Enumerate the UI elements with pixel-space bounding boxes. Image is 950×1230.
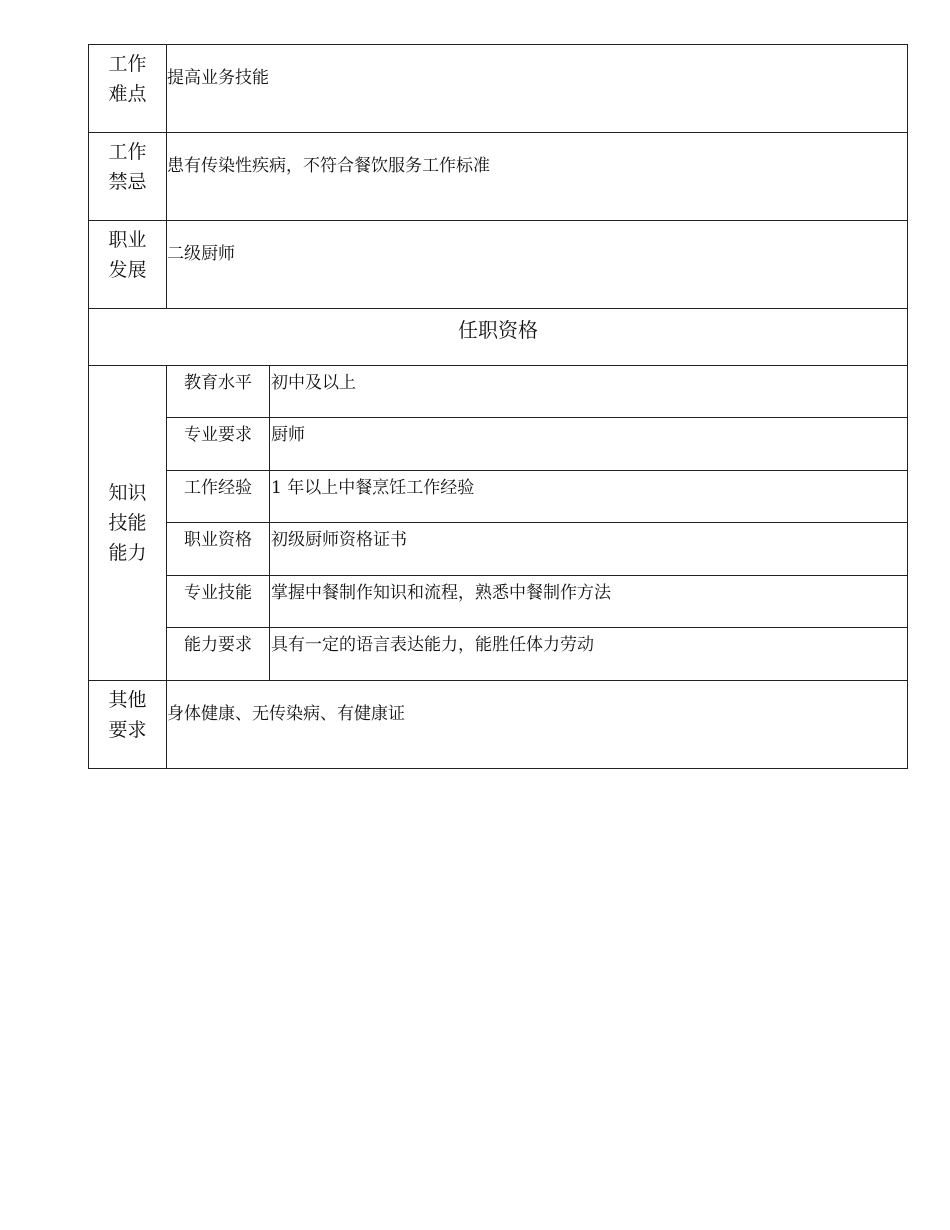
- qualification-name: 能力要求: [167, 628, 270, 681]
- qualification-value: 掌握中餐制作知识和流程，熟悉中餐制作方法: [270, 576, 908, 628]
- qualification-value: 具有一定的语言表达能力，能胜任体力劳动: [270, 628, 908, 681]
- table-row: [89, 418, 908, 471]
- qualification-name: 教育水平: [167, 366, 270, 418]
- row-value: 患有传染性疾病，不符合餐饮服务工作标准: [167, 133, 908, 221]
- qualification-value: 1 年以上中餐烹饪工作经验: [270, 471, 908, 523]
- qualification-value: 厨师: [270, 418, 908, 471]
- job-requirements-table: [88, 44, 908, 769]
- qualification-value: 初中及以上: [270, 366, 908, 418]
- table-row: [89, 366, 908, 418]
- qualification-name: 专业要求: [167, 418, 270, 471]
- qualification-name: 专业技能: [167, 576, 270, 628]
- row-label: 工作 难点: [89, 45, 167, 133]
- job-description-sheet: [88, 44, 907, 769]
- row-label: 职业 发展: [89, 221, 167, 309]
- qualification-value: 初级厨师资格证书: [270, 523, 908, 576]
- row-value: 身体健康、无传染病、有健康证: [167, 681, 908, 769]
- section-header-row: [89, 309, 908, 366]
- table-row: [89, 471, 908, 523]
- table-row-other: [89, 681, 908, 769]
- row-label: 工作 禁忌: [89, 133, 167, 221]
- qualification-label: 知识 技能 能力: [89, 366, 167, 681]
- qualification-name: 职业资格: [167, 523, 270, 576]
- table-row: [89, 628, 908, 681]
- table-row: [89, 523, 908, 576]
- row-label: 其他 要求: [89, 681, 167, 769]
- row-value: 二级厨师: [167, 221, 908, 309]
- table-row-difficulty: [89, 45, 908, 133]
- qualification-name: 工作经验: [167, 471, 270, 523]
- row-value: 提高业务技能: [167, 45, 908, 133]
- table-row-career: [89, 221, 908, 309]
- section-title: 任职资格: [89, 309, 908, 366]
- table-row: [89, 576, 908, 628]
- table-row-taboo: [89, 133, 908, 221]
